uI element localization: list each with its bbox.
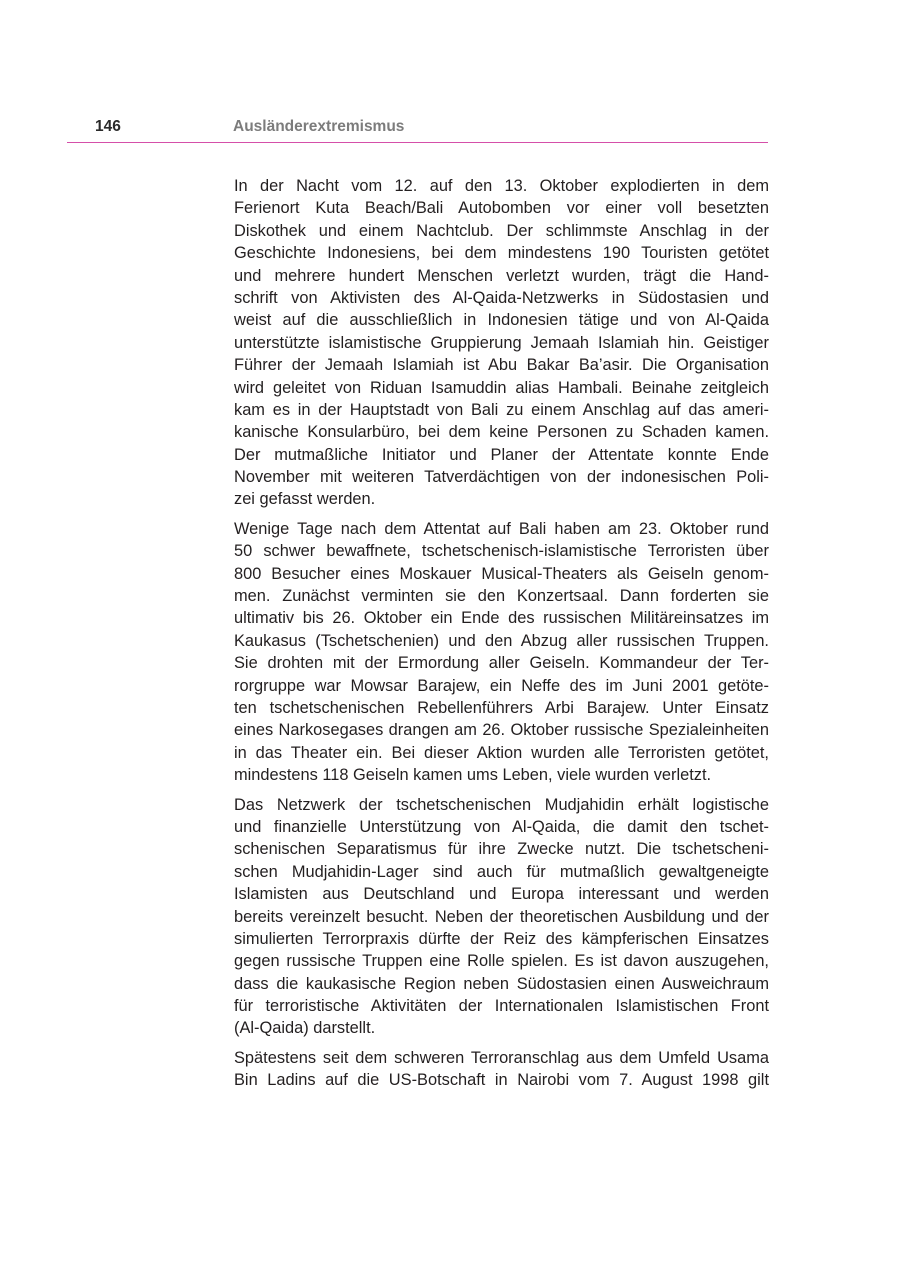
- text-line: ultimativ bis 26. Oktober ein Ende des russischen Militäreinsatzes im: [234, 609, 769, 628]
- paragraph-nairobi: [234, 1047, 769, 1092]
- paragraph-mudjahidin: [234, 794, 769, 1040]
- running-head: Ausländerextremismus: [233, 118, 405, 135]
- text-line: Diskothek und einem Nachtclub. Der schlimmste Anschlag in der: [234, 221, 769, 240]
- text-line: weist auf die ausschließlich in Indonesien tätige und von Al-Qaida: [234, 311, 769, 330]
- page-header: [67, 116, 768, 143]
- text-line: November mit weiteren Tatverdächtigen von der indonesischen Poli-: [234, 468, 769, 487]
- text-line: rorgruppe war Mowsar Barajew, ein Neffe des im Juni 2001 getöte-: [234, 676, 769, 695]
- text-line: Geschichte Indonesiens, bei dem mindestens 190 Touristen getötet: [234, 244, 769, 263]
- text-line: 50 schwer bewaffnete, tschetschenisch-islamistische Terroristen über: [234, 542, 769, 561]
- text-line: eines Narkosegases drangen am 26. Oktober russische Spezialeinheiten: [234, 721, 769, 740]
- text-line: kanische Konsularbüro, bei dem keine Personen zu Schaden kamen.: [234, 423, 769, 442]
- page-number: 146: [95, 118, 121, 135]
- paragraph-moscow: [234, 518, 769, 787]
- text-line: zei gefasst werden.: [234, 490, 376, 509]
- text-line: men. Zunächst verminten sie den Konzertsaal. Dann forderten sie: [234, 587, 769, 606]
- text-line: Ferienort Kuta Beach/Bali Autobomben vor einer voll besetzten: [234, 199, 769, 218]
- text-line: In der Nacht vom 12. auf den 13. Oktober explodierten in dem: [234, 177, 769, 195]
- paragraph-bali: [234, 175, 769, 511]
- text-line: in das Theater ein. Bei dieser Aktion wurden alle Terroristen getötet,: [234, 743, 769, 762]
- text-line: bereits vereinzelt besucht. Neben der theoretischen Ausbildung und der: [234, 907, 769, 926]
- text-line: ten tschetschenischen Rebellenführers Arbi Barajew. Unter Einsatz: [234, 698, 769, 717]
- text-line: Wenige Tage nach dem Attentat auf Bali haben am 23. Oktober rund: [234, 519, 769, 538]
- text-line: dass die kaukasische Region neben Südostasien einen Ausweichraum: [234, 974, 769, 993]
- text-line: unterstützte islamistische Gruppierung Jemaah Islamiah hin. Geistiger: [234, 333, 769, 352]
- text-line: schrift von Aktivisten des Al-Qaida-Netzwerks in Südostasien und: [234, 288, 769, 307]
- text-line: schenischen Separatismus für ihre Zwecke nutzt. Die tschetscheni-: [234, 840, 769, 859]
- text-line: 800 Besucher eines Moskauer Musical-Theaters als Geiseln genom-: [234, 564, 769, 583]
- text-line: Der mutmaßliche Initiator und Planer der Attentate konnte Ende: [234, 445, 769, 464]
- text-line: mindestens 118 Geiseln kamen ums Leben, viele wurden verletzt.: [234, 766, 712, 785]
- text-line: und mehrere hundert Menschen verletzt wurden, trägt die Hand-: [234, 266, 769, 285]
- text-line: Führer der Jemaah Islamiah ist Abu Bakar Ba’asir. Die Organisation: [234, 356, 769, 375]
- text-line: (Al-Qaida) darstellt.: [234, 1019, 376, 1038]
- text-line: Bin Ladins auf die US-Botschaft in Nairobi vom 7. August 1998 gilt: [234, 1071, 769, 1090]
- text-line: kam es in der Hauptstadt von Bali zu einem Anschlag auf das ameri-: [234, 400, 769, 419]
- text-line: wird geleitet von Riduan Isamuddin alias Hambali. Beinahe zeitgleich: [234, 378, 769, 397]
- text-line: simulierten Terrorpraxis dürfte der Reiz des kämpferischen Einsatzes: [234, 929, 769, 948]
- text-line: und finanzielle Unterstützung von Al-Qaida, die damit den tschet-: [234, 817, 769, 836]
- text-line: Islamisten aus Deutschland und Europa interessant und werden: [234, 885, 769, 904]
- body-text: [234, 175, 769, 1099]
- text-line: schen Mudjahidin-Lager sind auch für mutmaßlich gewaltgeneigte: [234, 862, 769, 881]
- text-line: Kaukasus (Tschetschenien) und den Abzug aller russischen Truppen.: [234, 631, 769, 650]
- text-line: Sie drohten mit der Ermordung aller Geiseln. Kommandeur der Ter-: [234, 654, 769, 673]
- text-line: Das Netzwerk der tschetschenischen Mudjahidin erhält logistische: [234, 795, 769, 814]
- text-line: für terroristische Aktivitäten der Internationalen Islamistischen Front: [234, 997, 769, 1016]
- text-line: Spätestens seit dem schweren Terroranschlag aus dem Umfeld Usama: [234, 1048, 769, 1067]
- text-line: gegen russische Truppen eine Rolle spielen. Es ist davon auszugehen,: [234, 952, 769, 971]
